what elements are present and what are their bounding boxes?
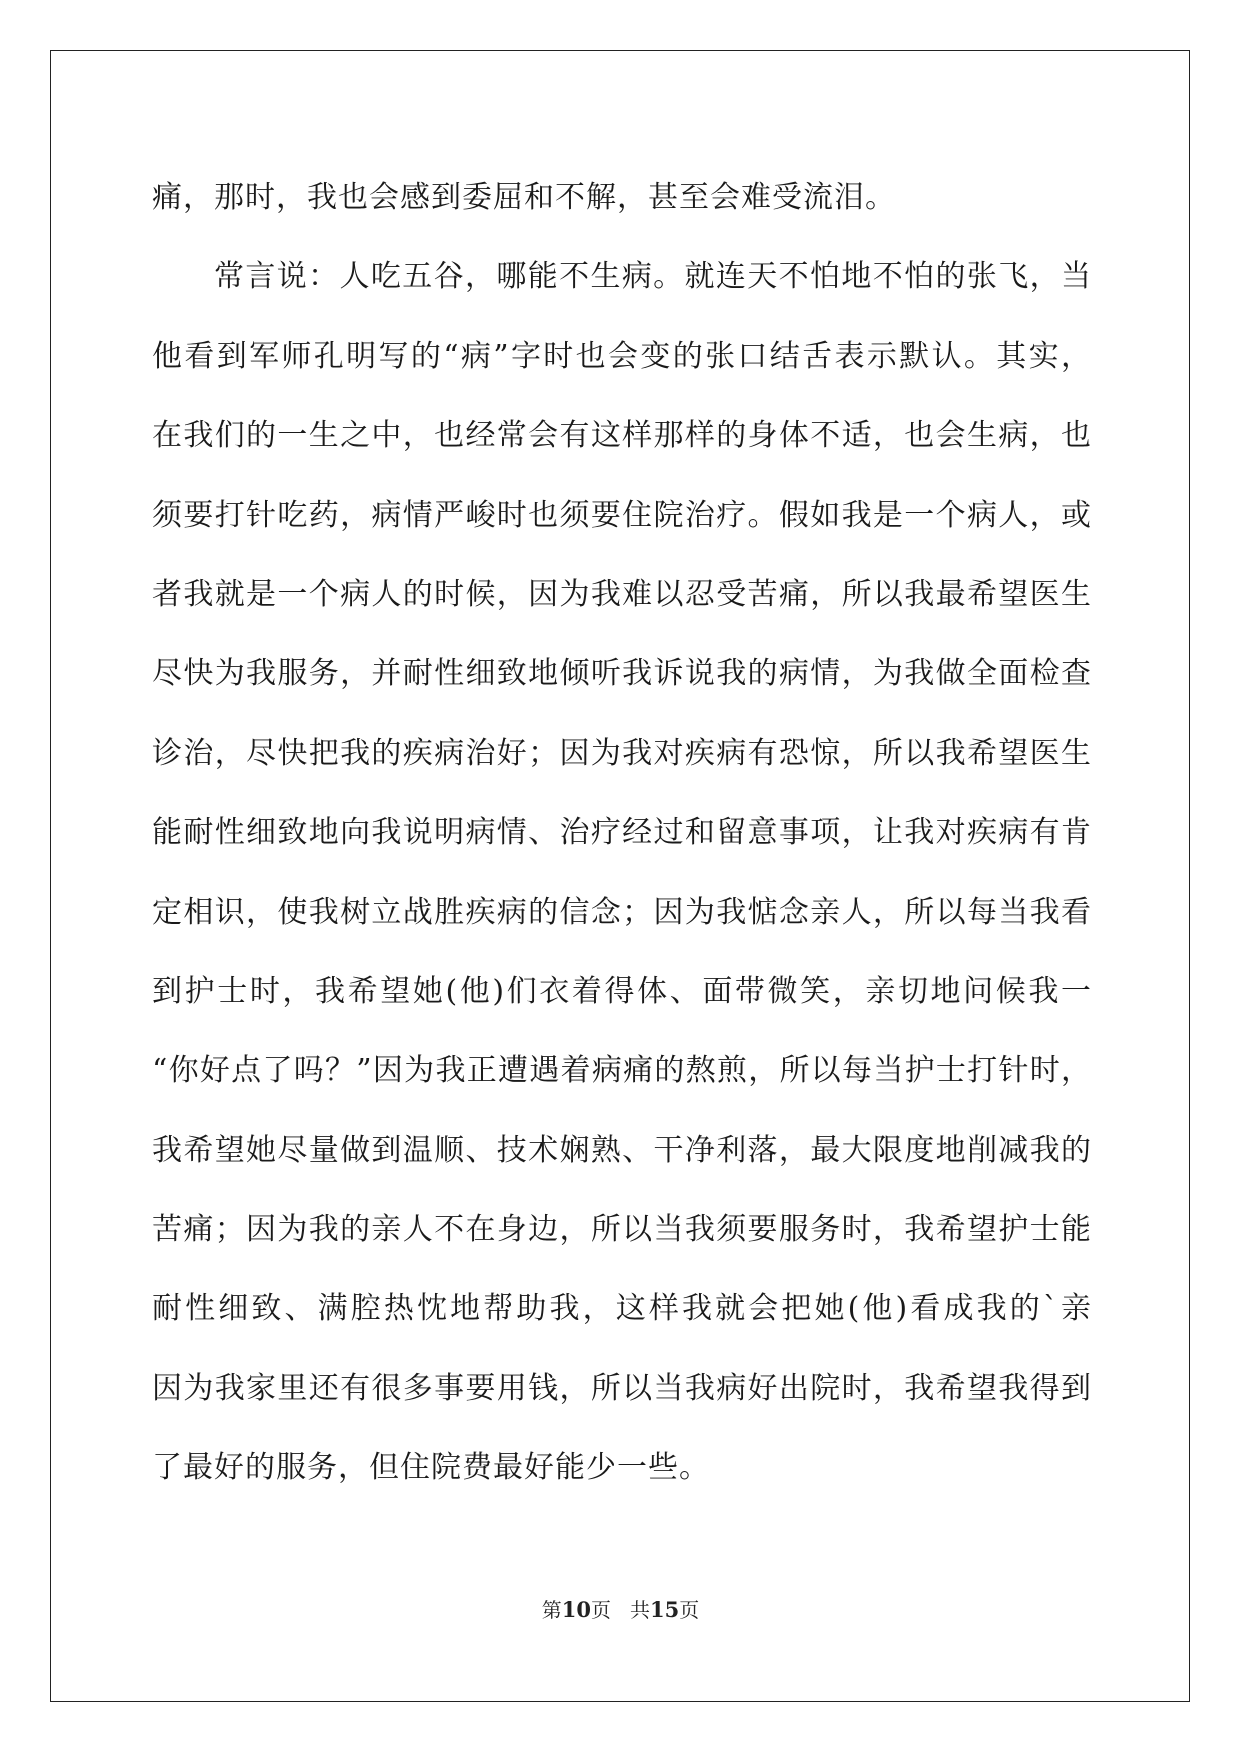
text-line-7: 尽快为我服务，并耐性细致地倾听我诉说我的病情，为我做全面检查 (152, 656, 1092, 692)
text-line-5: 须要打针吃药，病情严峻时也须要住院治疗。假如我是一个病人，或 (152, 497, 1092, 533)
text-line-1: 痛，那时，我也会感到委屈和不解，甚至会难受流泪。 (152, 180, 896, 215)
text-line-8: 诊治，尽快把我的疾病治好；因为我对疾病有恐惊，所以我希望医生 (152, 735, 1092, 771)
text-line-16: 因为我家里还有很多事要用钱，所以当我病好出院时，我希望我得到 (152, 1370, 1092, 1406)
text-line-11: 到护士时，我希望她(他)们衣着得体、面带微笑，亲切地问候我一 (152, 973, 1092, 1009)
text-line-17: 了最好的服务，但住院费最好能少一些。 (152, 1450, 710, 1486)
footer-total-prefix: 共 (630, 1598, 651, 1622)
text-line-3: 他看到军师孔明写的“病”字时也会变的张口结舌表示默认。其实， (152, 338, 1092, 374)
body-text (152, 158, 1092, 1508)
total-page-count: 15 (650, 1597, 680, 1622)
current-page-number: 10 (561, 1597, 591, 1622)
text-line-13: 我希望她尽量做到温顺、技术娴熟、干净利落，最大限度地削减我的 (152, 1132, 1092, 1168)
text-line-12: “你好点了吗？”因为我正遭遇着病痛的熬煎，所以每当护士打针时， (152, 1053, 1092, 1089)
text-line-15: 耐性细致、满腔热忱地帮助我，这样我就会把她(他)看成我的`亲 (152, 1291, 1092, 1327)
text-line-9: 能耐性细致地向我说明病情、治疗经过和留意事项，让我对疾病有肯 (152, 815, 1092, 851)
footer-page-suffix: 页 (590, 1598, 611, 1622)
text-line-10: 定相识，使我树立战胜疾病的信念；因为我惦念亲人，所以每当我看 (152, 894, 1092, 930)
page-footer (0, 1594, 1241, 1623)
text-line-14: 苦痛；因为我的亲人不在身边，所以当我须要服务时，我希望护士能 (152, 1212, 1092, 1248)
footer-prefix: 第 (541, 1598, 562, 1622)
text-line-4: 在我们的一生之中，也经常会有这样那样的身体不适，也会生病，也 (152, 418, 1092, 454)
text-line-2: 常言说：人吃五谷，哪能不生病。就连天不怕地不怕的张飞，当 (214, 259, 1092, 295)
text-line-6: 者我就是一个病人的时候，因为我难以忍受苦痛，所以我最希望医生 (152, 576, 1092, 612)
footer-total-suffix: 页 (679, 1598, 700, 1622)
